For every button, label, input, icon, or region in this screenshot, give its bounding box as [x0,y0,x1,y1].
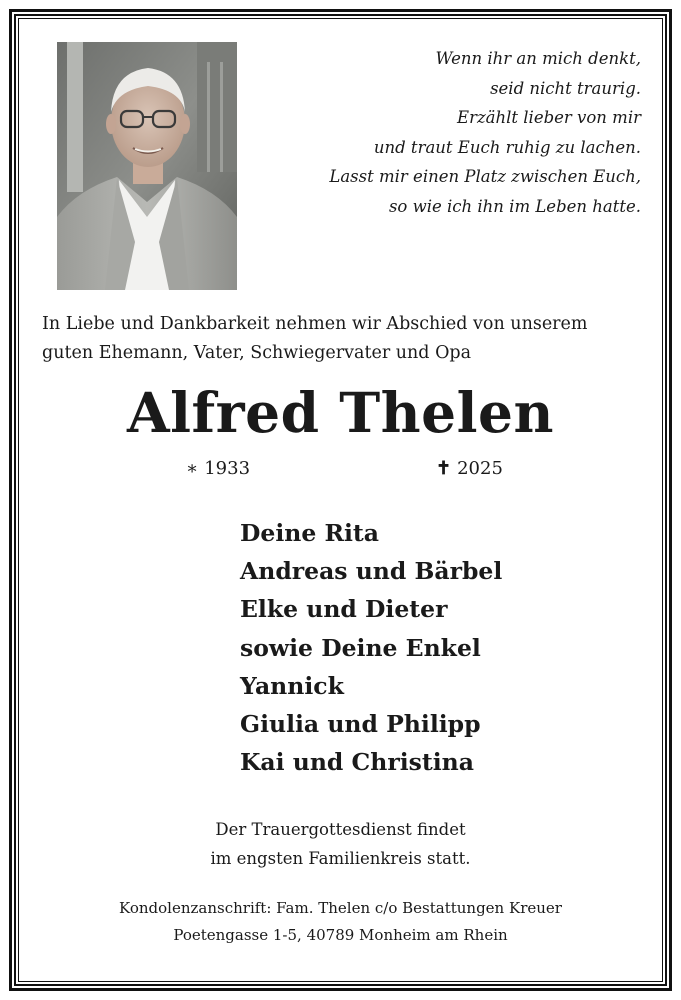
birth-date [186,456,250,482]
address-line: Kondolenzanschrift: Fam. Thelen c/o Bestattungen Kreuer [119,899,562,917]
portrait-photo [57,42,237,290]
intro-text [42,310,642,368]
mourner-line: Kai und Christina [240,748,474,777]
mourner-line: sowie Deine Enkel [240,633,481,662]
mourner-line: Elke und Dieter [240,595,448,624]
intro-line: guten Ehemann, Vater, Schwiegervater und Opa [42,343,472,363]
poem-line: Erzählt lieber von mir [457,108,641,127]
service-notice [0,815,681,873]
death-date [436,456,503,482]
birth-year: 1933 [204,458,251,479]
mourner-line: Giulia und Philipp [240,710,481,739]
death-year: 2025 [457,458,503,479]
poem-line: und traut Euch ruhig zu lachen. [373,137,641,157]
poem-line: seid nicht traurig. [490,78,641,98]
mourner-line: Deine Rita [240,519,380,547]
death-cross-icon: ✝ [436,458,452,479]
poem-line: Wenn ihr an mich denkt, [435,49,641,68]
service-line: Der Trauergottesdienst findet [215,820,466,839]
condolence-address [0,895,681,949]
mourner-line: Andreas und Bärbel [240,557,503,586]
poem [329,44,641,221]
service-line: im engsten Familienkreis statt. [210,849,471,868]
mourner-line: Yannick [240,671,344,700]
address-line: Poetengasse 1-5, 40789 Monheim am Rhein [173,926,508,944]
birth-star-icon: ∗ [186,458,199,479]
intro-line: In Liebe und Dankbarkeit nehmen wir Abschied von unserem [42,314,588,334]
poem-line: so wie ich ihn im Leben hatte. [388,196,641,216]
mourners-list [240,514,502,781]
deceased-name: Alfred Thelen [126,380,555,445]
poem-line: Lasst mir einen Platz zwischen Euch, [329,167,641,186]
